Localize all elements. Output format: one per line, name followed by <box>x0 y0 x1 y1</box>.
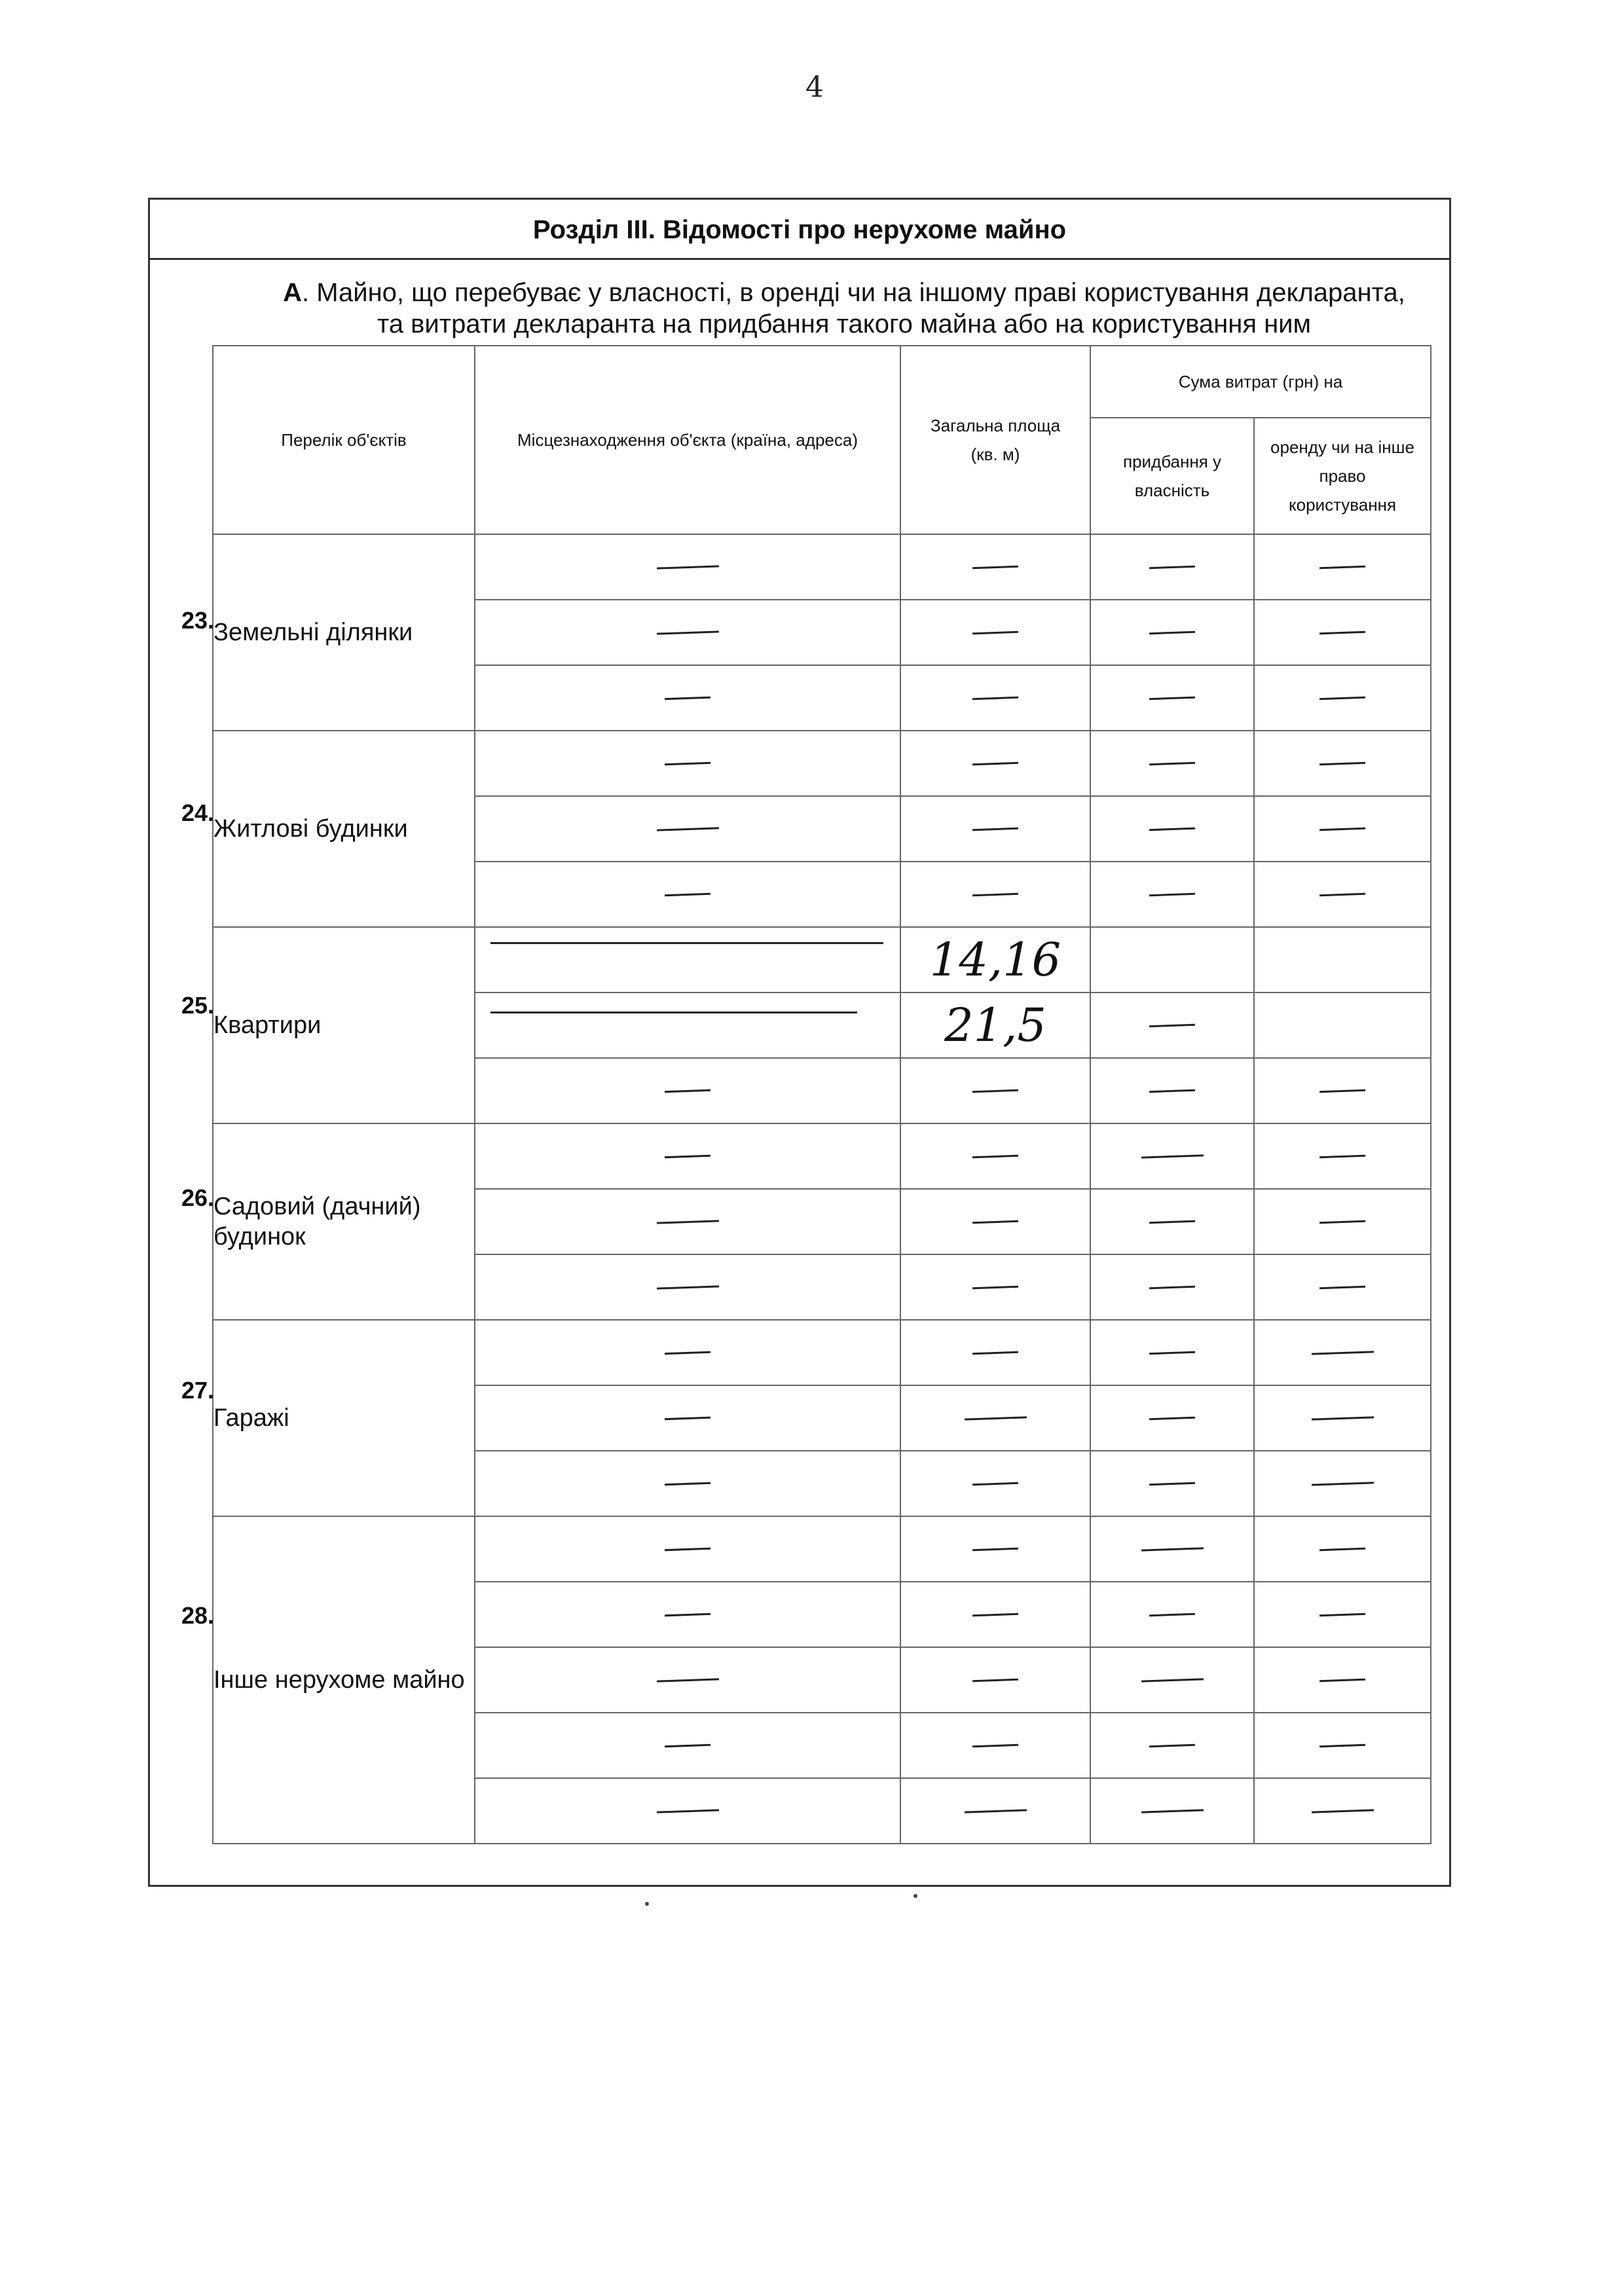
table-cell <box>1254 1189 1431 1254</box>
table-cell <box>1254 1385 1431 1451</box>
dash-mark <box>1320 565 1365 568</box>
table-cell <box>1254 862 1431 927</box>
dash-mark <box>972 1220 1018 1223</box>
dash-mark <box>972 1613 1018 1616</box>
table-cell <box>475 1647 900 1713</box>
row-number-23: 23. <box>181 607 215 634</box>
dash-mark <box>1149 1351 1195 1354</box>
dash-mark <box>1311 1351 1373 1355</box>
table-cell <box>1254 1516 1431 1582</box>
dash-mark <box>665 1089 710 1092</box>
dash-mark <box>972 1743 1018 1747</box>
table-cell <box>475 731 900 796</box>
table-cell <box>1090 796 1254 862</box>
dash-mark <box>972 696 1018 699</box>
dash-mark <box>665 1416 710 1419</box>
table-cell <box>900 665 1090 731</box>
header-location: Місцезнаходження об'єкта (країна, адреса) <box>475 346 900 534</box>
table-cell <box>475 1058 900 1123</box>
dash-mark <box>665 1154 710 1157</box>
dash-mark <box>1320 1220 1365 1223</box>
table-cell <box>1254 927 1431 993</box>
dash-mark <box>665 1613 710 1616</box>
table-cell <box>475 665 900 731</box>
dash-mark <box>656 565 718 569</box>
dash-mark <box>665 1547 710 1550</box>
dash-mark <box>1320 827 1365 830</box>
apartment-area-1: 14,16 <box>900 927 1090 993</box>
table-cell <box>1090 1320 1254 1385</box>
table-cell <box>1254 1058 1431 1123</box>
dash-mark <box>1320 1285 1365 1288</box>
table-cell <box>475 1516 900 1582</box>
dash-mark <box>972 761 1018 765</box>
dash-mark <box>1149 1613 1195 1616</box>
section-title: Розділ ІІІ. Відомості про нерухоме майно <box>150 200 1449 260</box>
table-cell <box>900 862 1090 927</box>
dash-mark <box>972 827 1018 830</box>
dash-mark <box>1149 761 1195 765</box>
table-cell <box>1090 1516 1254 1582</box>
table-cell <box>1090 1189 1254 1254</box>
dash-mark <box>656 1285 718 1289</box>
table-cell <box>1090 1123 1254 1189</box>
dash-mark <box>972 1547 1018 1550</box>
table-cell <box>475 1713 900 1778</box>
category-garden-house: Садовий (дачний) будинок <box>213 1123 475 1320</box>
table-cell <box>1254 1320 1431 1385</box>
dash-mark <box>972 630 1018 634</box>
dash-mark <box>1320 1547 1365 1550</box>
table-cell <box>900 534 1090 600</box>
table-cell <box>1090 1713 1254 1778</box>
row-number-27: 27. <box>181 1377 215 1404</box>
table-cell <box>475 1582 900 1647</box>
table-cell <box>475 534 900 600</box>
dash-mark <box>1149 1743 1195 1747</box>
dash-mark <box>964 1416 1026 1420</box>
category-other-property: Інше нерухоме майно <box>213 1516 475 1844</box>
table-cell <box>900 1451 1090 1516</box>
dash-mark <box>656 827 718 831</box>
section-frame <box>148 198 1451 1887</box>
dash-mark <box>972 1285 1018 1288</box>
header-rent: оренду чи на інше право користування <box>1254 418 1431 534</box>
category-houses: Житлові будинки <box>213 731 475 927</box>
table-cell <box>1254 1778 1431 1844</box>
header-objects: Перелік об'єктів <box>213 346 475 534</box>
dash-mark <box>1320 1678 1365 1681</box>
dash-mark <box>1149 696 1195 699</box>
dash-mark <box>1311 1482 1373 1485</box>
handwritten-stroke <box>490 942 883 944</box>
table-cell <box>900 600 1090 665</box>
dash-mark <box>1149 1416 1195 1419</box>
category-garages: Гаражі <box>213 1320 475 1516</box>
table-cell <box>1254 731 1431 796</box>
table-cell <box>900 1516 1090 1582</box>
table-cell <box>475 1123 900 1189</box>
table-cell <box>900 1058 1090 1123</box>
dash-mark <box>1149 892 1195 896</box>
dash-mark <box>1149 1023 1195 1027</box>
table-cell <box>1090 1582 1254 1647</box>
dash-mark <box>972 565 1018 568</box>
dash-mark <box>1320 1613 1365 1616</box>
dash-mark <box>1320 1089 1365 1092</box>
table-cell <box>475 1778 900 1844</box>
table-cell <box>900 1385 1090 1451</box>
dash-mark <box>1149 630 1195 634</box>
dash-mark <box>656 1678 718 1682</box>
header-area: Загальна площа (кв. м) <box>900 346 1090 534</box>
table-cell <box>900 796 1090 862</box>
dash-mark <box>1141 1547 1203 1551</box>
table-cell <box>475 993 900 1058</box>
table-cell <box>475 600 900 665</box>
dash-mark <box>665 892 710 896</box>
dash-mark <box>1320 696 1365 699</box>
dash-mark <box>1149 1482 1195 1485</box>
dash-mark <box>656 1809 718 1813</box>
scan-speck <box>645 1902 649 1906</box>
table-cell <box>475 796 900 862</box>
dash-mark <box>1320 892 1365 896</box>
table-cell <box>1254 993 1431 1058</box>
table-cell <box>1090 1647 1254 1713</box>
table-cell <box>900 1713 1090 1778</box>
table-cell <box>1090 1385 1254 1451</box>
dash-mark <box>1149 827 1195 830</box>
table-cell <box>475 1385 900 1451</box>
table-cell <box>1254 1451 1431 1516</box>
dash-mark <box>656 630 718 634</box>
dash-mark <box>972 1678 1018 1681</box>
table-cell <box>1090 1451 1254 1516</box>
dash-mark <box>1149 1285 1195 1288</box>
table-cell <box>1090 534 1254 600</box>
table-cell <box>1254 1582 1431 1647</box>
dash-mark <box>1149 565 1195 568</box>
table-cell <box>475 1254 900 1320</box>
table-cell <box>475 1451 900 1516</box>
dash-mark <box>656 1220 718 1224</box>
subtitle-letter: А <box>283 278 302 307</box>
table-cell <box>1254 534 1431 600</box>
dash-mark <box>1141 1678 1203 1682</box>
scan-speck <box>913 1894 917 1898</box>
table-cell <box>1254 1123 1431 1189</box>
table-cell <box>900 1254 1090 1320</box>
dash-mark <box>1149 1220 1195 1223</box>
table-cell <box>900 1123 1090 1189</box>
table-cell <box>900 1320 1090 1385</box>
table-cell <box>475 862 900 927</box>
header-expenses: Сума витрат (грн) на <box>1090 346 1431 418</box>
dash-mark <box>1149 1089 1195 1092</box>
table-cell <box>1090 1778 1254 1844</box>
dash-mark <box>665 1351 710 1354</box>
header-purchase: придбання у власність <box>1090 418 1254 534</box>
table-cell <box>900 1778 1090 1844</box>
category-apartments: Квартири <box>213 927 475 1123</box>
row-number-24: 24. <box>181 799 215 826</box>
table-cell <box>1090 927 1254 993</box>
dash-mark <box>972 892 1018 896</box>
row-number-26: 26. <box>181 1184 215 1211</box>
apartment-area-2: 21,5 <box>900 993 1090 1058</box>
dash-mark <box>1311 1809 1373 1813</box>
page-number: 4 <box>805 71 824 104</box>
table-cell <box>1090 665 1254 731</box>
table-cell <box>900 1582 1090 1647</box>
dash-mark <box>665 1482 710 1485</box>
table-cell <box>1090 1254 1254 1320</box>
row-number-25: 25. <box>181 992 215 1019</box>
dash-mark <box>1141 1809 1203 1813</box>
dash-mark <box>665 1743 710 1747</box>
real-estate-table <box>212 345 1431 1844</box>
category-land: Земельні ділянки <box>213 534 475 731</box>
table-cell <box>1254 1713 1431 1778</box>
dash-mark <box>665 696 710 699</box>
row-number-28: 28. <box>181 1602 215 1629</box>
dash-mark <box>1311 1416 1373 1420</box>
dash-mark <box>1320 1154 1365 1157</box>
dash-mark <box>972 1154 1018 1157</box>
table-cell <box>1090 1058 1254 1123</box>
section-subtitle <box>242 277 1447 340</box>
table-cell <box>1090 862 1254 927</box>
table-cell <box>475 1189 900 1254</box>
dash-mark <box>972 1482 1018 1485</box>
table-cell <box>1254 600 1431 665</box>
dash-mark <box>1320 1743 1365 1747</box>
dash-mark <box>964 1809 1026 1813</box>
table-cell <box>900 1189 1090 1254</box>
table-cell <box>1090 993 1254 1058</box>
handwritten-stroke <box>490 1011 857 1013</box>
table-cell <box>900 1647 1090 1713</box>
dash-mark <box>665 761 710 765</box>
table-cell <box>1090 600 1254 665</box>
table-cell <box>1254 1254 1431 1320</box>
dash-mark <box>1320 630 1365 634</box>
dash-mark <box>972 1351 1018 1354</box>
table-cell <box>1254 665 1431 731</box>
subtitle-line1: . Майно, що перебуває у власності, в оренді чи на іншому праві користування декларанта, <box>302 278 1405 307</box>
table-cell <box>900 731 1090 796</box>
table-cell <box>475 1320 900 1385</box>
dash-mark <box>1141 1154 1203 1158</box>
dash-mark <box>972 1089 1018 1092</box>
table-cell <box>1254 796 1431 862</box>
table-cell <box>1254 1647 1431 1713</box>
table-cell <box>475 927 900 993</box>
subtitle-line2: та витрати декларанта на придбання такого майна або на користування ним <box>377 310 1312 338</box>
dash-mark <box>1320 761 1365 765</box>
table-cell <box>1090 731 1254 796</box>
